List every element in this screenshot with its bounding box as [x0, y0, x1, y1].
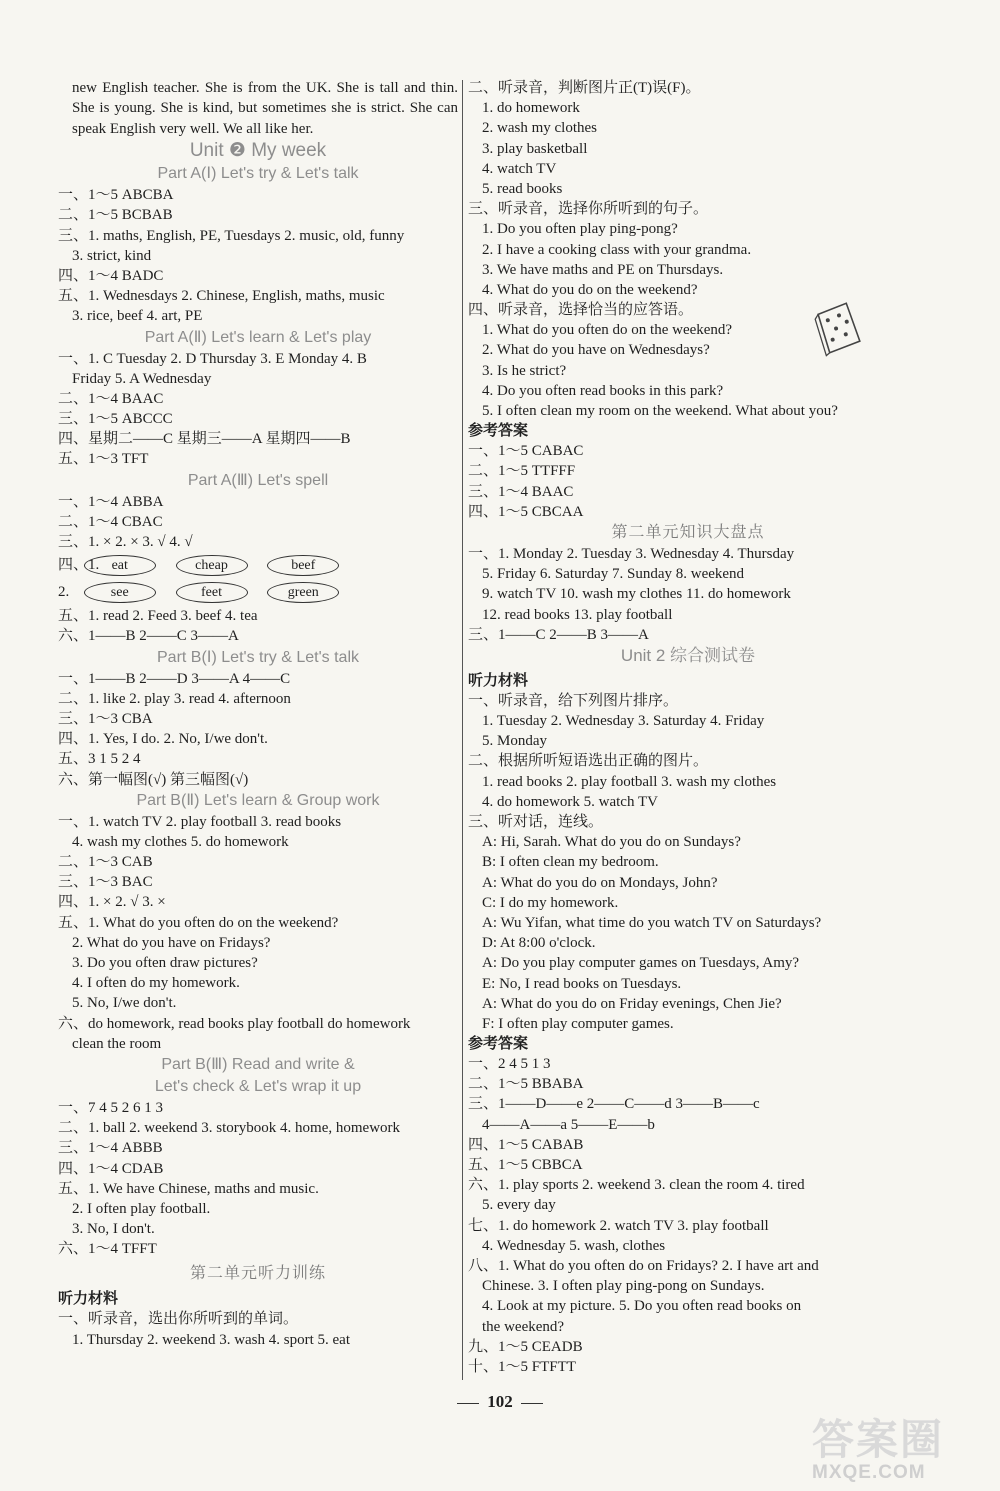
answer-line: 二、1～4 BAAC: [58, 390, 164, 407]
answer-line: 1. What do you often do on the weekend?: [482, 322, 733, 339]
answer-line: 一、1～5 ABCBA: [58, 187, 174, 204]
answer-line: 二、1. ball 2. weekend 3. storybook 4. home, homework: [58, 1120, 401, 1137]
answer-line: 1. Do you often play ping-pong?: [482, 221, 678, 238]
answer-line: 2. wash my clothes: [482, 120, 597, 137]
answer-line: 五、1. Wednesdays 2. Chinese, English, maths, music: [58, 288, 385, 305]
answer-line: 五、1～3 TFT: [58, 451, 149, 468]
section-heading-a3: Part A(Ⅲ) Let's spell: [187, 471, 329, 489]
answer-line: 六、do homework, read books play football do homework: [58, 1015, 411, 1032]
answer-line: 4. wash my clothes 5. do homework: [72, 833, 289, 850]
answer-line: 4. Wednesday 5. wash, clothes: [482, 1237, 666, 1254]
answer-line: 2. What do you have on Wednesdays?: [482, 342, 710, 359]
answer-line: 四、听录音，选择恰当的应答语。: [468, 302, 694, 319]
watermark-logo: [812, 1418, 992, 1488]
answer-line: 4. do homework 5. watch TV: [482, 793, 658, 810]
answer-line: 9. watch TV 10. wash my clothes 11. do homework: [482, 586, 791, 603]
answer-line: 二、1～5 BCBAB: [58, 207, 173, 224]
answer-line: 一、1. Monday 2. Tuesday 3. Wednesday 4. Thursday: [468, 545, 795, 562]
answer-line: 12. read books 13. play football: [482, 606, 673, 623]
answer-line: 四、1～5 CABAB: [468, 1136, 584, 1153]
answer-line: 二、1. like 2. play 3. read 4. afternoon: [58, 690, 291, 707]
answer-line: 5. every day: [482, 1197, 556, 1214]
section-heading-listening-training: 第二单元听力训练: [189, 1265, 326, 1283]
answer-line: 一、1. watch TV 2. play football 3. read books: [58, 813, 342, 830]
answer-line: 2. I often play football.: [72, 1200, 211, 1217]
oval-word: cheap: [176, 555, 248, 576]
oval-word: green: [267, 582, 339, 603]
oval-row-prefix: 2.: [58, 584, 70, 601]
answer-line: 4. I often do my homework.: [72, 975, 240, 992]
answer-line: 五、1. What do you often do on the weekend?: [58, 914, 339, 931]
answer-line: 三、1. maths, English, PE, Tuesdays 2. music, old, funny: [58, 227, 405, 244]
answer-line: 二、1～4 CBAC: [58, 513, 163, 530]
answer-line: 2. What do you have on Fridays?: [72, 934, 271, 951]
answer-line: 一、1. C Tuesday 2. D Thursday 3. E Monday 4. B: [58, 350, 367, 367]
answer-line: 六、1——B 2——C 3——A: [58, 628, 239, 645]
answer-line: 六、第一幅图(√) 第三幅图(√): [58, 771, 249, 788]
oval-words-row-1: [58, 552, 458, 579]
reference-answer-label: 参考答案: [468, 1036, 529, 1053]
column-divider: [462, 80, 463, 1380]
section-heading-b2: Part B(Ⅱ) Let's learn & Group work: [136, 791, 380, 809]
answer-line: 3. Do you often draw pictures?: [72, 955, 258, 972]
answer-line: 四、1～5 CBCAA: [468, 503, 584, 520]
answer-line: Chinese. 3. I often play ping-pong on Sundays.: [482, 1278, 765, 1295]
answer-line: 4——A——a 5——E——b: [482, 1116, 655, 1133]
page-number-text: 102: [487, 1392, 513, 1411]
dialogue-line: F: I often play computer games.: [482, 1015, 674, 1032]
answer-line: 三、1～5 ABCCC: [58, 411, 173, 428]
answer-line: 二、根据所听短语选出正确的图片。: [468, 753, 709, 770]
answer-line: 1. do homework: [482, 100, 580, 117]
answer-line: 一、听录音，选出你所听到的单词。: [58, 1311, 299, 1328]
answer-line: Friday 5. A Wednesday: [72, 370, 212, 387]
answer-line: 二、1～5 TTFFF: [468, 463, 576, 480]
dialogue-line: A: What do you do on Mondays, John?: [482, 874, 718, 891]
answer-line: 三、听对话，连线。: [468, 814, 604, 830]
answer-line: 一、1～5 CABAC: [468, 443, 584, 460]
answer-line: 五、1. read 2. Feed 3. beef 4. tea: [58, 608, 258, 625]
oval-word: beef: [267, 555, 339, 576]
answer-line: 1. Tuesday 2. Wednesday 3. Saturday 4. Friday: [482, 713, 765, 730]
dialogue-line: B: I often clean my bedroom.: [482, 854, 659, 871]
answer-line: 一、1～4 ABBA: [58, 493, 164, 510]
answer-line: 三、1. × 2. × 3. √ 4. √: [58, 534, 193, 551]
section-heading-b3-line2: Let's check & Let's wrap it up: [154, 1077, 362, 1095]
dialogue-line: A: What do you do on Friday evenings, Chen Jie?: [482, 995, 782, 1012]
dialogue-line: A: Hi, Sarah. What do you do on Sundays?: [482, 834, 741, 851]
answer-line: 七、1. do homework 2. watch TV 3. play football: [468, 1217, 769, 1234]
right-column: [468, 78, 908, 1377]
answer-line: 4. Do you often read books in this park?: [482, 382, 724, 399]
answer-line: 二、听录音，判断图片正(T)误(F)。: [468, 80, 701, 96]
answer-line: 三、1～3 BAC: [58, 874, 153, 891]
answer-line: 1. read books 2. play football 3. wash my clothes: [482, 773, 777, 790]
answer-line: 九、1～5 CEADB: [468, 1338, 583, 1355]
answer-line: 1. Thursday 2. weekend 3. wash 4. sport 5. eat: [72, 1331, 350, 1348]
oval-words-row-2: [58, 579, 458, 606]
answer-line: 二、1～5 BBABA: [468, 1076, 584, 1093]
dialogue-line: D: At 8:00 o'clock.: [482, 935, 596, 952]
watermark-url: MXQE.COM: [812, 1462, 926, 1483]
answer-line: 四、1～4 CDAB: [58, 1160, 164, 1177]
answer-line: 5. read books: [482, 180, 563, 197]
dialogue-line: C: I do my homework.: [482, 894, 619, 911]
answer-line: 5. I often clean my room on the weekend. What about you?: [482, 403, 838, 419]
answer-line: 3. play basketball: [482, 140, 588, 157]
section-heading-unit-test: Unit 2 综合测试卷: [620, 645, 756, 665]
oval-word: feet: [176, 582, 248, 603]
answer-line: 三、1～3 CBA: [58, 710, 153, 727]
answer-line: 4. watch TV: [482, 160, 557, 177]
answer-line: 三、1～4 ABBB: [58, 1140, 163, 1157]
answer-line: 3. strict, kind: [72, 247, 152, 264]
page-number: [0, 1392, 1000, 1412]
answer-line: 一、1——B 2——D 3——A 4——C: [58, 670, 291, 687]
section-heading-b1: Part B(Ⅰ) Let's try & Let's talk: [157, 648, 359, 666]
section-heading-a2: Part A(Ⅱ) Let's learn & Let's play: [144, 328, 372, 346]
answer-line: 3. Is he strict?: [482, 362, 567, 379]
answer-line: 2. I have a cooking class with your grandma.: [482, 241, 752, 258]
answer-line: 5. Monday: [482, 733, 547, 750]
answer-line: 3. We have maths and PE on Thursdays.: [482, 261, 724, 278]
listening-material-label: 听力材料: [468, 672, 529, 689]
answer-line: 四、1. Yes, I do. 2. No, I/we don't.: [58, 731, 268, 748]
answer-line: 三、1～4 BAAC: [468, 483, 574, 500]
answer-line: 4. Look at my picture. 5. Do you often read books on: [482, 1298, 802, 1315]
answer-line: 十、1～5 FTFTT: [468, 1358, 576, 1375]
answer-line: 一、听录音，给下列图片排序。: [468, 692, 679, 709]
oval-row-prefix: 四、1.: [58, 557, 100, 574]
answer-line: 3. No, I don't.: [72, 1221, 155, 1238]
dialogue-line: A: Do you play computer games on Tuesdays, Amy?: [482, 955, 800, 972]
intro-paragraph: new English teacher. She is from the UK. She is tall and thin. She is young. She is kind, but sometimes she is strict. She can speak English very well. We all like her.: [72, 80, 458, 137]
answer-line: clean the room: [72, 1035, 162, 1052]
dialogue-line: A: Wu Yifan, what time do you watch TV on Saturdays?: [482, 914, 822, 931]
answer-line: 四、1～4 BADC: [58, 267, 164, 284]
answer-line: 二、1～3 CAB: [58, 854, 153, 871]
answer-line: 八、1. What do you often do on Fridays? 2. I have art and: [468, 1257, 819, 1274]
answer-line: 三、1——C 2——B 3——A: [468, 626, 649, 643]
answer-line: 六、1. play sports 2. weekend 3. clean the room 4. tired: [468, 1177, 805, 1194]
answer-line: 3. rice, beef 4. art, PE: [72, 308, 203, 325]
answer-line: 五、3 1 5 2 4: [58, 751, 141, 768]
answer-line: 5. No, I/we don't.: [72, 995, 177, 1012]
listening-material-label: 听力材料: [58, 1291, 119, 1308]
answer-line: 六、1～4 TFFT: [58, 1241, 157, 1258]
section-heading-unit-review: 第二单元知识大盘点: [611, 523, 765, 541]
dialogue-line: E: No, I read books on Tuesdays.: [482, 975, 682, 992]
answer-line: 一、2 4 5 1 3: [468, 1056, 551, 1073]
answer-line: 三、听录音，选择你所听到的句子。: [468, 201, 709, 218]
answer-line: 五、1～5 CBBCA: [468, 1157, 583, 1173]
answer-line: 4. What do you do on the weekend?: [482, 281, 698, 298]
answer-line: 5. Friday 6. Saturday 7. Sunday 8. weekend: [482, 566, 745, 583]
answer-line: 三、1——D——e 2——C——d 3——B——c: [468, 1096, 760, 1113]
watermark-text: 答案圈: [812, 1416, 945, 1463]
oval-word: see: [84, 582, 156, 603]
unit-title: Unit ❷ My week: [189, 140, 327, 162]
answer-line: 四、1. × 2. √ 3. ×: [58, 894, 166, 911]
reference-answer-label: 参考答案: [468, 423, 529, 440]
section-heading-a1: Part A(Ⅰ) Let's try & Let's talk: [157, 165, 359, 183]
answer-line: 五、1. We have Chinese, maths and music.: [58, 1180, 319, 1197]
left-column: [58, 78, 458, 1350]
answer-line: 四、星期二——C 星期三——A 星期四——B: [58, 431, 351, 448]
section-heading-b3: Part B(Ⅲ) Read and write &: [161, 1055, 355, 1073]
oval-word: eat: [84, 555, 156, 576]
answer-line: 一、7 4 5 2 6 1 3: [58, 1099, 164, 1116]
answer-line: the weekend?: [482, 1318, 565, 1335]
